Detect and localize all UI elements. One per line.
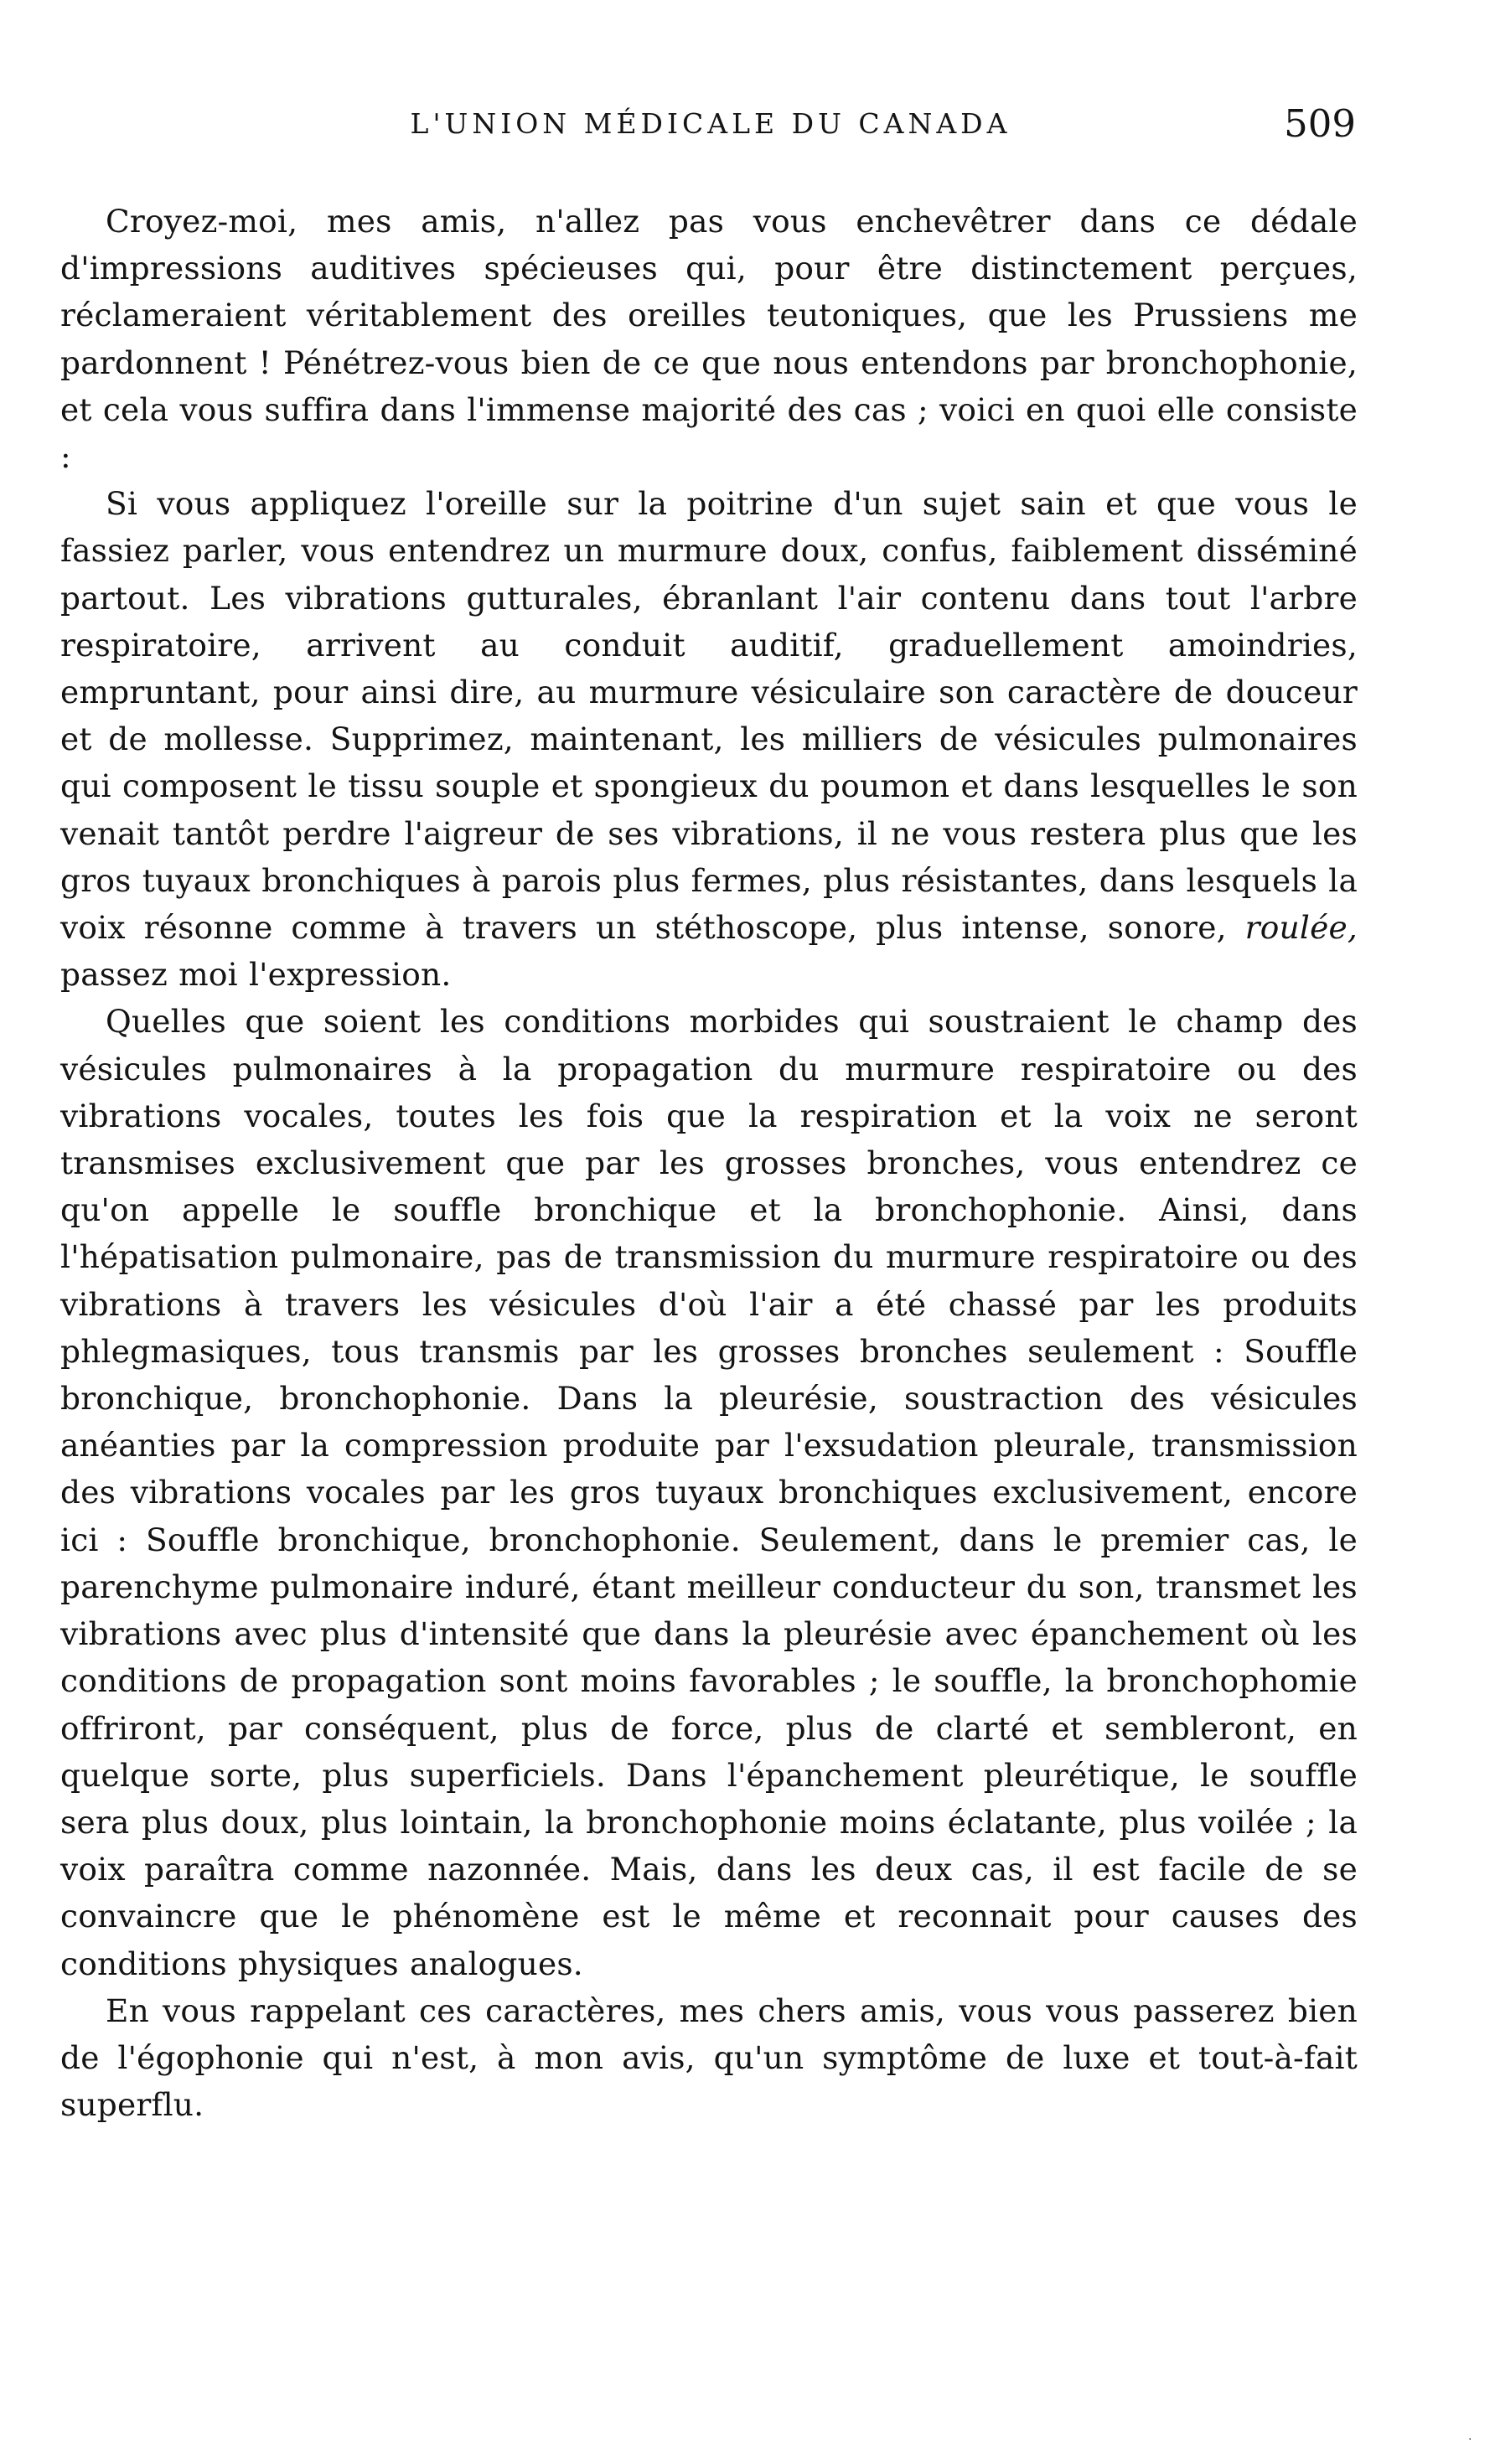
paragraph-2-text-end: passez moi l'expression. [60,956,452,994]
margin-speck: · [1468,2433,1472,2446]
paragraph-1: Croyez-moi, mes amis, n'allez pas vous enchevêtrer dans ce dédale d'impressions auditives spécieuses qui, pour être distinctement perçues, réclameraient véritablement des oreilles teutoniques, que les Prussiens me pardonnent ! Pénétrez-vous bien de ce que nous entendons par bronchophonie, et cela vous suffira dans l'immense majorité des cas ; voici en quoi elle consiste : [60,203,1358,476]
page-number: 509 [1284,101,1356,146]
paragraph-2 [60,480,1358,998]
paragraph-4: En vous rappelant ces caractères, mes chers amis, vous vous passerez bien de l'égophonie qui n'est, à mon avis, qu'un symptôme de luxe et tout-à-fait superflu. [60,1991,1358,2124]
journal-title: L'UNION MÉDICALE DU CANADA [410,107,1011,140]
italic-term: roulée, [1244,909,1358,947]
article-body [60,198,1358,2128]
paragraph-3: Quelles que soient les conditions morbides qui soustraient le champ des vésicules pulmonaires à la propagation du murmure respiratoire ou des vibrations vocales, toutes les fois que la respiration et la voix ne seront transmises exclusivement que par les grosses bronches, vous entendrez ce qu'on appelle le souffle bronchique et la bronchophonie. Ainsi, dans l'hépatisation pulmonaire, pas de transmission du murmure respiratoire ou des vibrations à travers les vésicules d'où l'air a été chassé par les produits phlegmasiques, tous transmis par les grosses bronches seulement : Souffle bronchique, bronchophonie. Dans la pleurésie, soustraction des vésicules anéanties par la compression produite par l'exsudation pleurale, transmission des vibrations vocales par les gros tuyaux bronchiques exclusivement, encore ici : Souffle bronchique, bronchophonie. Seulement, dans le premier cas, le parenchyme pulmonaire induré, étant meilleur conducteur du son, transmet les vibrations avec plus d'intensité que dans la pleurésie avec épanchement où les conditions de propagation sont moins favorables ; le souffle, la bronchophomie offriront, par conséquent, plus de force, plus de clarté et sembleront, en quelque sorte, plus superficiels. Dans l'épanchement pleurétique, le souffle sera plus doux, plus lointain, la bronchophonie moins éclatante, plus voilée ; la voix paraîtra comme nazonnée. Mais, dans les deux cas, il est facile de se convaincre que le phénomène est le même et reconnait pour causes des conditions physiques analogues. [60,1003,1358,1982]
running-head [65,99,1356,149]
paragraph-2-text: Si vous appliquez l'oreille sur la poitrine d'un sujet sain et que vous le fassiez parler, vous entendrez un murmure doux, confus, faiblement disséminé partout. Les vibrations gutturales, ébranlant l'air contenu dans tout l'arbre respiratoire, arrivent au conduit auditif, graduellement amoindries, empruntant, pour ainsi dire, au murmure vésiculaire son caractère de douceur et de mollesse. Supprimez, maintenant, les milliers de vésicules pulmonaires qui composent le tissu souple et spongieux du poumon et dans lesquelles le son venait tantôt perdre l'aigreur de ses vibrations, il ne vous restera plus que les gros tuyaux bronchiques à parois plus fermes, plus résistantes, dans lesquels la voix résonne comme à travers un stéthoscope, plus intense, sonore, [60,485,1358,947]
